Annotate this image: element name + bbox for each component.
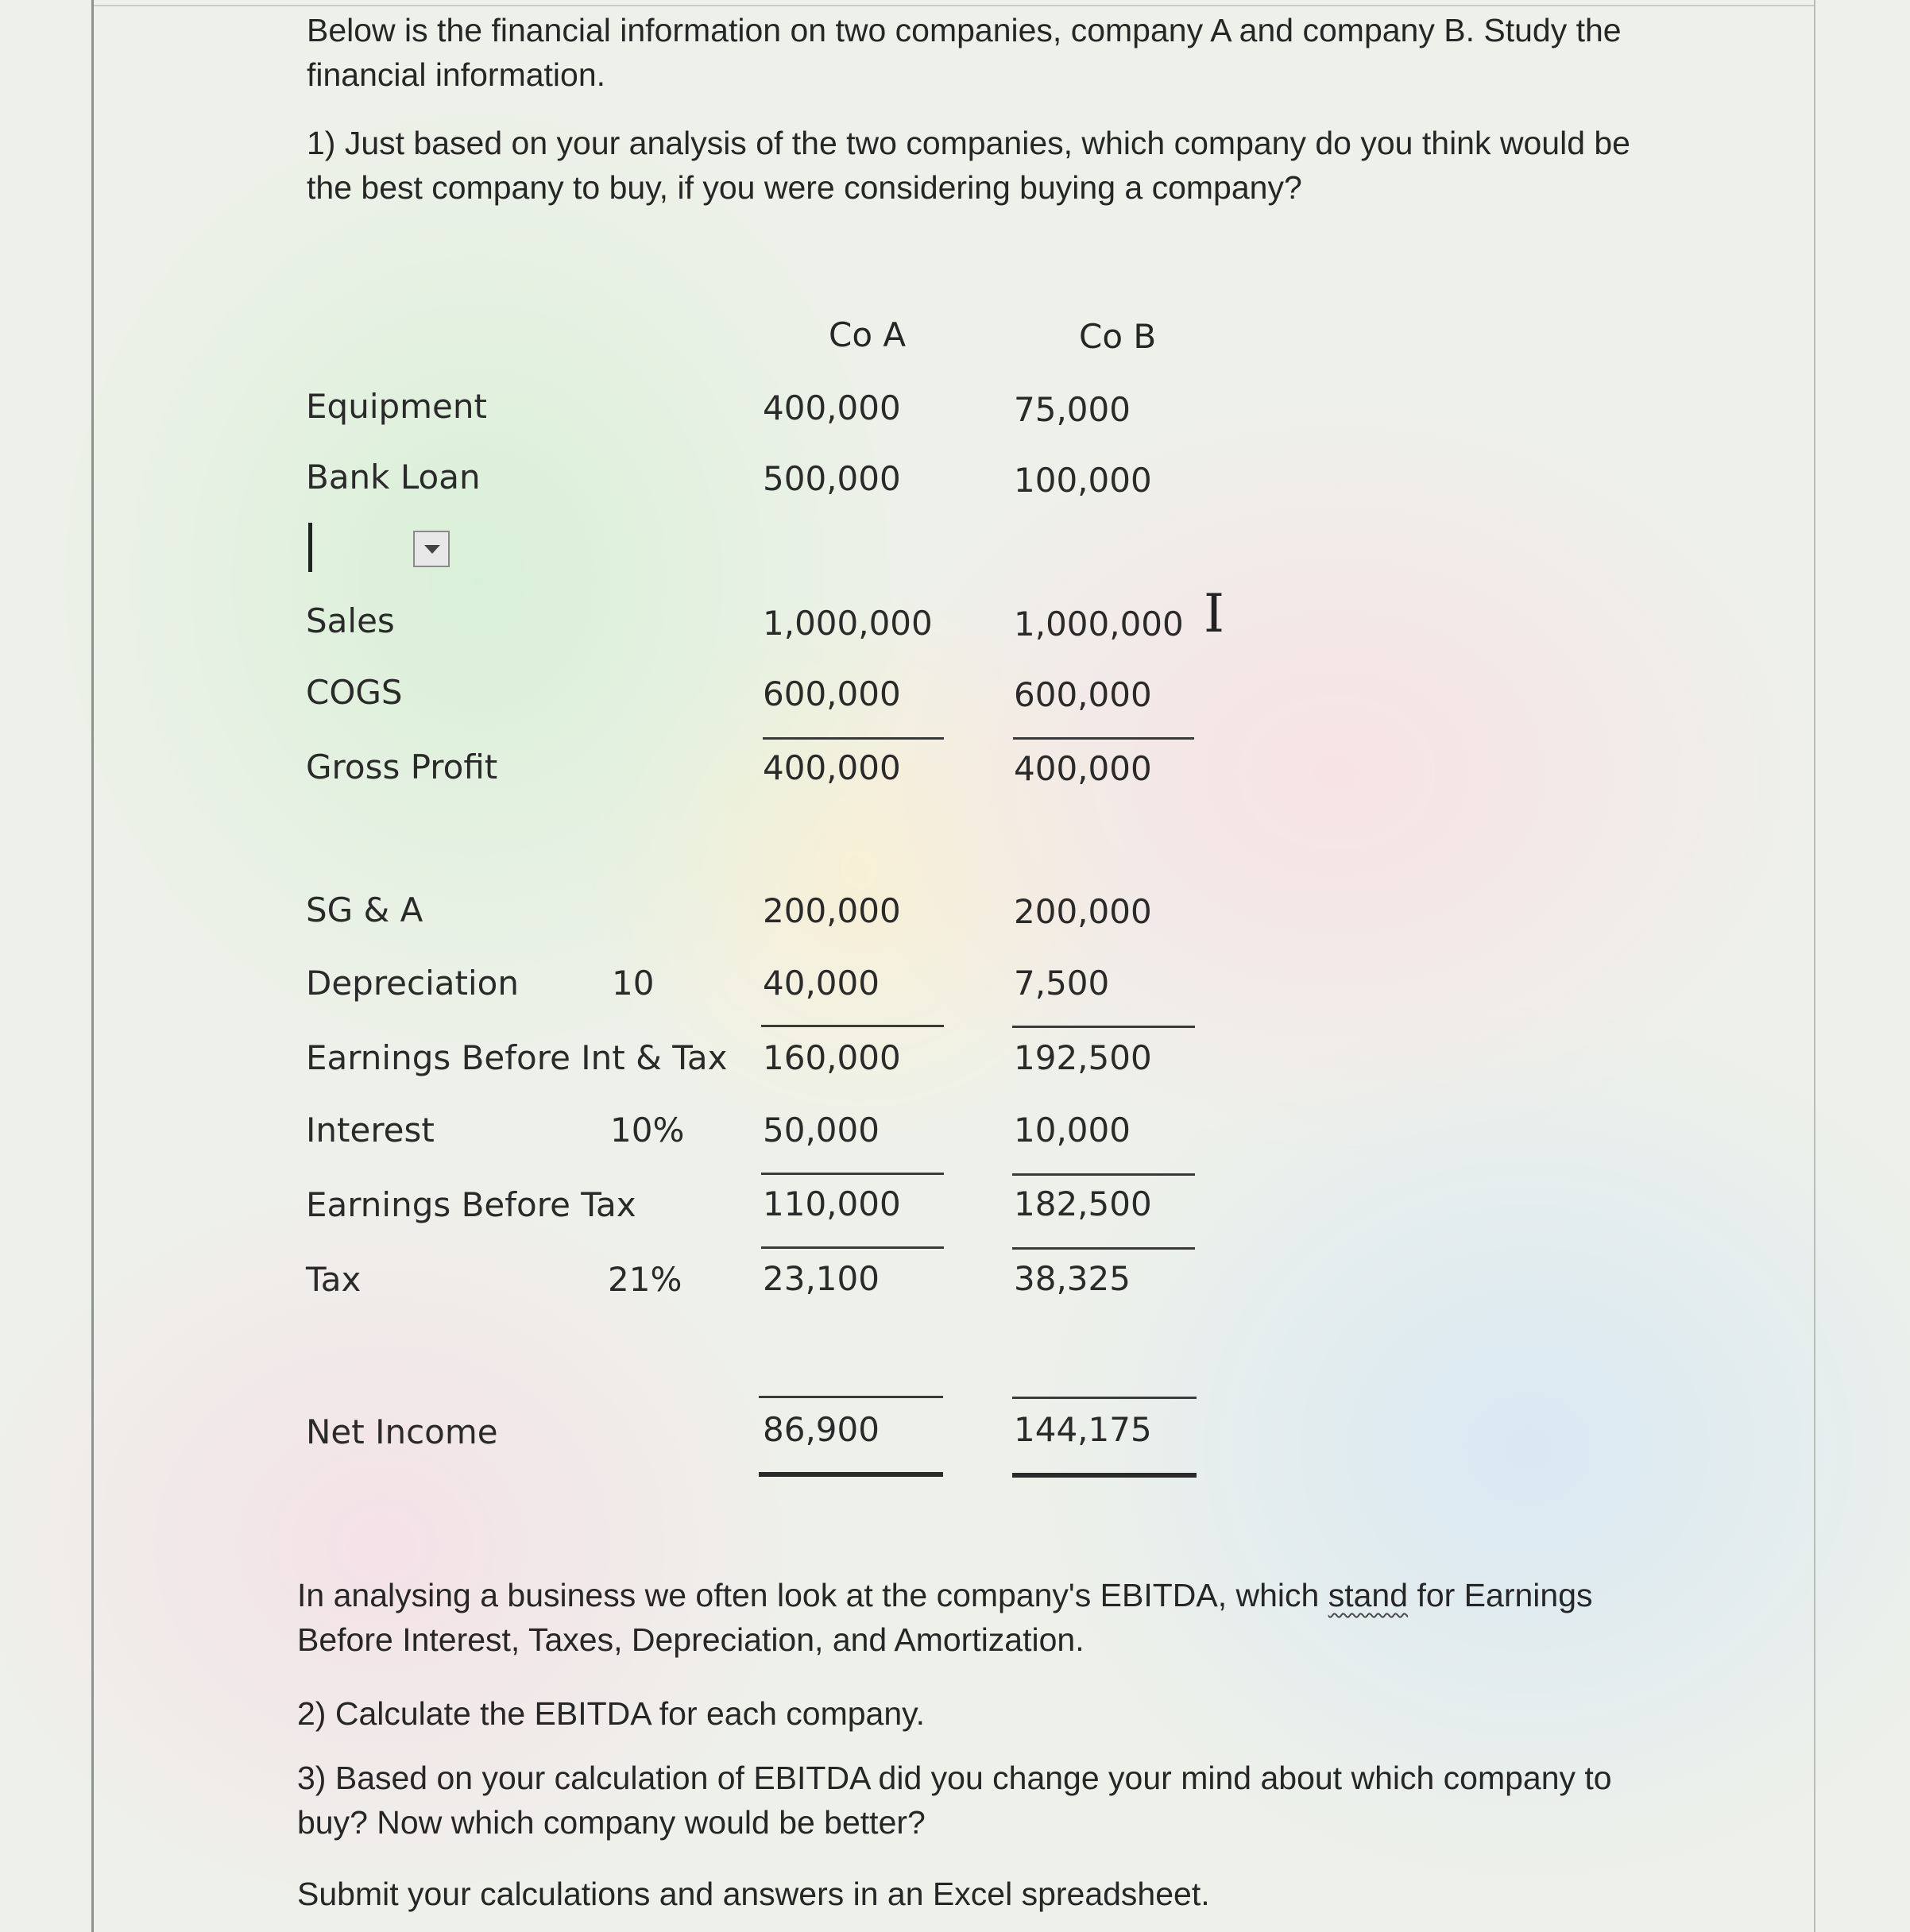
- question-1: 1) Just based on your analysis of the two companies, which company do you think would be the best company to buy, if you were considering buying a company?: [307, 125, 1630, 206]
- ebit-co-b: 192,500: [1014, 1038, 1152, 1077]
- spellcheck-flagged-word[interactable]: stand: [1328, 1577, 1409, 1613]
- underline-tax-a: [759, 1396, 943, 1398]
- column-header-co-a: Co A: [829, 315, 907, 354]
- row-label-interest: Interest: [306, 1111, 435, 1150]
- row-label-sga: SG & A: [306, 891, 423, 929]
- tax-co-b: 38,325: [1014, 1259, 1131, 1298]
- row-label-ebt: Earnings Before Tax: [306, 1185, 636, 1224]
- row-label-equipment: Equipment: [306, 387, 487, 426]
- row-label-tax: Tax: [306, 1260, 362, 1299]
- row-label-net-income: Net Income: [306, 1412, 498, 1451]
- cogs-co-a: 600,000: [763, 674, 901, 713]
- column-header-co-b: Co B: [1079, 317, 1157, 356]
- sga-co-b: 200,000: [1014, 892, 1152, 931]
- question-3: 3) Based on your calculation of EBITDA did you change your mind about which company to buy? Now which company would be better?: [297, 1760, 1612, 1841]
- net-income-co-a: 86,900: [763, 1410, 880, 1449]
- row-label-sales: Sales: [306, 601, 395, 640]
- underline-interest-a: [761, 1173, 944, 1175]
- double-underline-net-income-a: [759, 1472, 943, 1477]
- gross-profit-co-b: 400,000: [1014, 749, 1152, 788]
- sga-co-a: 200,000: [763, 891, 901, 930]
- row-label-cogs: COGS: [306, 673, 403, 712]
- gross-profit-co-a: 400,000: [763, 748, 901, 787]
- dropdown-arrow-icon[interactable]: [413, 531, 450, 567]
- sales-co-b: 1,000,000: [1014, 605, 1184, 643]
- ebitda-intro-paragraph: [297, 1573, 1664, 1662]
- underline-tax-b: [1012, 1397, 1197, 1399]
- underline-depreciation-a: [761, 1025, 944, 1027]
- tax-co-a: 23,100: [763, 1259, 880, 1298]
- underline-interest-b: [1012, 1173, 1195, 1176]
- ebt-co-b: 182,500: [1014, 1184, 1152, 1223]
- ebitda-intro-text-1: In analysing a business we often look at the company's EBITDA, which: [297, 1577, 1328, 1613]
- underline-depreciation-b: [1012, 1026, 1195, 1028]
- page-right-border: [1814, 0, 1815, 1932]
- submit-instructions: Submit your calculations and answers in an Excel spreadsheet.: [297, 1876, 1210, 1912]
- ebitda-intro-text-2: for Earnings Before Interest, Taxes, Depreciation, and Amortization.: [297, 1577, 1593, 1658]
- underline-ebt-b: [1012, 1247, 1195, 1250]
- page-top-border: [91, 5, 1815, 6]
- interest-co-a: 50,000: [763, 1111, 880, 1150]
- page-left-border: [91, 0, 94, 1932]
- interest-rate: 10%: [610, 1111, 685, 1150]
- double-underline-net-income-b: [1012, 1473, 1197, 1478]
- interest-co-b: 10,000: [1014, 1111, 1131, 1150]
- question-2: 2) Calculate the EBITDA for each company.: [297, 1695, 926, 1732]
- ebt-co-a: 110,000: [763, 1184, 901, 1223]
- ebit-co-a: 160,000: [763, 1038, 901, 1077]
- intro-paragraph: Below is the financial information on two companies, company A and company B. Study the financial information.: [307, 12, 1622, 93]
- bank-loan-co-a: 500,000: [763, 459, 901, 498]
- sales-co-a: 1,000,000: [763, 604, 933, 643]
- tax-rate: 21%: [608, 1260, 682, 1299]
- row-label-ebit: Earnings Before Int & Tax: [306, 1038, 728, 1077]
- equipment-co-a: 400,000: [763, 388, 901, 427]
- row-label-depreciation: Depreciation: [306, 964, 519, 1003]
- ibeam-cursor-icon: I: [1204, 583, 1225, 644]
- row-label-gross-profit: Gross Profit: [306, 748, 498, 786]
- depreciation-years: 10: [612, 964, 655, 1003]
- bank-loan-co-b: 100,000: [1014, 461, 1152, 500]
- row-label-bank-loan: Bank Loan: [306, 458, 481, 497]
- text-cursor: [308, 523, 312, 572]
- depreciation-co-b: 7,500: [1014, 964, 1110, 1003]
- cogs-co-b: 600,000: [1014, 675, 1152, 714]
- depreciation-co-a: 40,000: [763, 964, 880, 1003]
- underline-cogs-a: [763, 737, 944, 740]
- equipment-co-b: 75,000: [1014, 390, 1131, 429]
- net-income-co-b: 144,175: [1014, 1410, 1152, 1449]
- underline-cogs-b: [1013, 737, 1194, 740]
- underline-ebt-a: [761, 1246, 944, 1249]
